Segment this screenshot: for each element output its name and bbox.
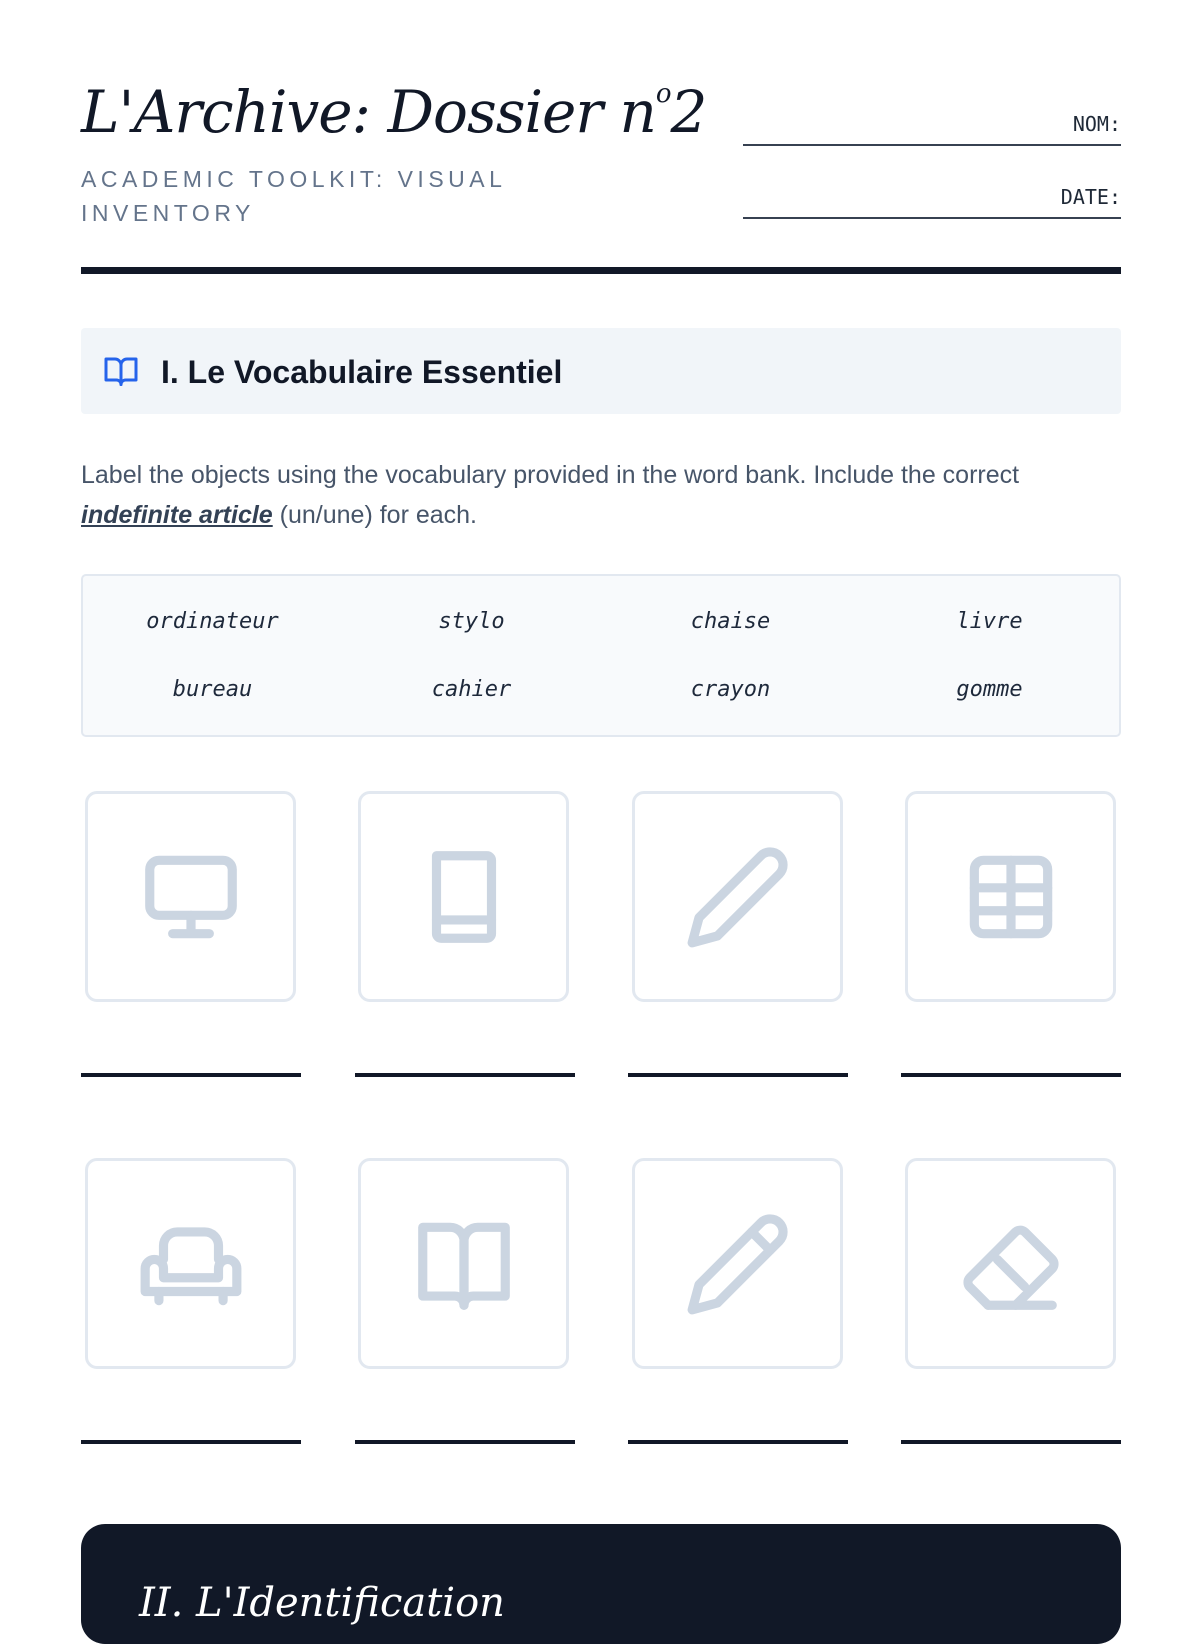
word-bank-item: livre: [956, 609, 1023, 635]
monitor-icon: [136, 842, 246, 952]
section-header-vocabulary: [81, 328, 1121, 414]
word-bank-item: ordinateur: [146, 609, 279, 635]
word-bank-item: cahier: [431, 676, 512, 702]
page-subtitle: ACADEMIC TOOLKIT: VISUAL INVENTORY: [81, 166, 506, 226]
name-field[interactable]: [743, 112, 1121, 146]
answer-line[interactable]: [355, 1440, 575, 1444]
answer-line[interactable]: [628, 1073, 848, 1077]
armchair-icon: [136, 1209, 246, 1319]
pencil-icon: [683, 1209, 793, 1319]
object-card: [85, 791, 296, 1002]
section-heading: II. L'Identification: [139, 1580, 505, 1626]
book-icon: [409, 842, 519, 952]
instructions: Label the objects using the vocabulary provided in the word bank. Include the correct indefinite article (un/une) for each.: [81, 461, 1020, 529]
object-card: [358, 791, 569, 1002]
object-card: [85, 1158, 296, 1369]
answer-line[interactable]: [901, 1440, 1121, 1444]
answer-line[interactable]: [81, 1440, 301, 1444]
open-book-icon: [101, 353, 141, 389]
answer-line[interactable]: [81, 1073, 301, 1077]
object-card: [905, 1158, 1116, 1369]
word-bank-item: bureau: [172, 676, 253, 702]
word-bank: [81, 574, 1121, 737]
worksheet-header: [81, 60, 1121, 274]
word-bank-item: chaise: [690, 609, 771, 635]
table-icon: [956, 842, 1066, 952]
object-card: [905, 791, 1116, 1002]
answer-line[interactable]: [355, 1073, 575, 1077]
section-heading: I. Le Vocabulaire Essentiel: [161, 354, 563, 390]
pencil-icon: [683, 842, 793, 952]
object-card: [632, 1158, 843, 1369]
word-bank-item: gomme: [956, 676, 1023, 702]
word-bank-item: crayon: [690, 676, 771, 702]
answer-line[interactable]: [901, 1073, 1121, 1077]
name-label: NOM:: [1072, 112, 1121, 136]
instructions-emphasis: indefinite article: [81, 501, 273, 529]
section-header-identification: [81, 1524, 1121, 1644]
object-card: [632, 791, 843, 1002]
object-card: [358, 1158, 569, 1369]
open-book-icon: [409, 1209, 519, 1319]
eraser-icon: [956, 1209, 1066, 1319]
answer-line[interactable]: [628, 1440, 848, 1444]
page-title: L'Archive: Dossier $n^o2$: [81, 78, 707, 146]
word-bank-item: stylo: [438, 609, 505, 635]
date-field[interactable]: [743, 185, 1121, 219]
date-label: DATE:: [1060, 185, 1121, 209]
